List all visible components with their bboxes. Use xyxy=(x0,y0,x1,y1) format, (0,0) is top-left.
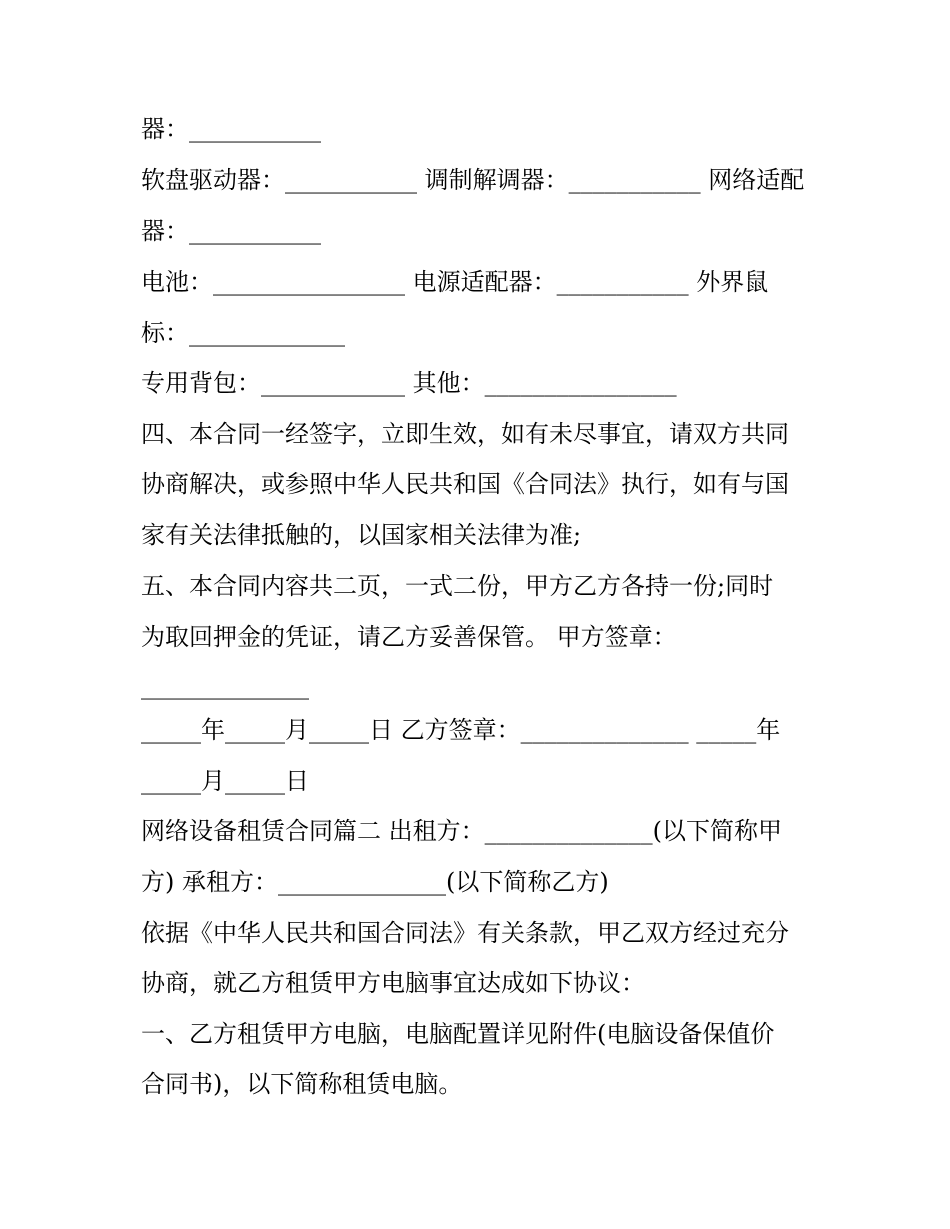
text-line: 家有关法律抵触的，以国家相关法律为准; xyxy=(141,521,582,549)
text-line: 网络设备租赁合同篇二 出租方：______________(以下简称甲 xyxy=(141,817,782,845)
text-line: 专用背包：____________ 其他：________________ xyxy=(141,369,677,397)
text-line: 四、本合同一经签字，立即生效，如有未尽事宜，请双方共同 xyxy=(141,420,789,448)
text-line: 器：___________ xyxy=(141,115,321,143)
text-line: 一、乙方租赁甲方电脑，电脑配置详见附件(电脑设备保值价 xyxy=(141,1020,775,1048)
text-line: 为取回押金的凭证，请乙方妥善保管。 甲方签章： xyxy=(141,623,677,651)
text-line: _____年_____月_____日 乙方签章：______________ _____年 xyxy=(141,716,781,744)
text-line: 器：___________ xyxy=(141,217,321,245)
text-line: 合同书)，以下简称租赁电脑。 xyxy=(141,1070,463,1098)
text-line: 依据《中华人民共和国合同法》有关条款，甲乙双方经过充分 xyxy=(141,919,789,947)
text-line: 协商，就乙方租赁甲方电脑事宜达成如下协议： xyxy=(141,969,645,997)
text-line: 电池：________________ 电源适配器：___________ 外界鼠 xyxy=(141,268,769,296)
text-line: ______________ xyxy=(141,672,309,700)
text-line: 协商解决，或参照中华人民共和国《合同法》执行，如有与国 xyxy=(141,470,789,498)
text-line: _____月_____日 xyxy=(141,767,309,795)
text-line: 标：_____________ xyxy=(141,319,345,347)
text-line: 软盘驱动器：___________ 调制解调器：___________ 网络适配 xyxy=(141,166,805,194)
text-line: 方) 承租方：______________(以下简称乙方) xyxy=(141,868,609,896)
text-line: 五、本合同内容共二页，一式二份，甲方乙方各持一份;同时 xyxy=(141,572,774,600)
